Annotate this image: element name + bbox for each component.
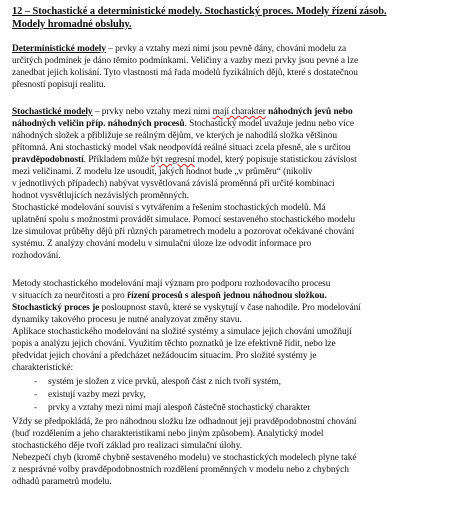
paragraph-line: Stochastické modelování souvisí s vytvářením a řešením stochastických modelů. Má [12,203,326,213]
paragraph-line: náhodných složek a přibližuje se reálným dějům, ve kterých je nahodilá složka většinou [12,131,338,141]
paragraph-line: Stochastický proces je posloupnost stavů, které se vyskytují v čase nahodile. Pro modelování [12,303,361,313]
paragraph-line: přítomná. Ani stochastický model však neodpovídá reálné situaci zcela přesně, ale s určitou [12,143,351,153]
bullet-dash: - [34,403,38,413]
bullet-dash: - [34,390,38,400]
paragraph-line: Vždy se předpokládá, že pro náhodnou složku lze odhadnout její pravděpodobnostní chování [12,417,357,427]
heading-line-1: 12 – Stochastické a deterministické modely. Stochastický proces. Modely řízení zásob. [12,6,387,17]
bullet-dash: - [34,377,38,387]
paragraph-line: lze simulovat průběhy dějů při různých parametrech modelu a pozorovat očekávané chování [12,227,355,237]
paragraph-line: uplatnění spolu s možnostmi provádět simulace. Pomocí sestaveného stochastického modelu [12,215,355,225]
term-deterministic: Deterministické modely [12,44,106,54]
paragraph-line: Nebezpečí chyb (kromě chybně sestaveného modelu) ve stochastických modelech plyne také [12,453,357,463]
paragraph-line: v situacích za neurčitosti a pro řízení procesů s alespoň jednou náhodnou složkou. [12,291,327,301]
paragraph-line: Metody stochastického modelování mají význam pro podporu rozhodovacího procesu [12,279,331,289]
paragraph-line: zanedbat jejich kolísání. Tyto vlastnosti má řada modelů fyzikálních dějů, které s dostatečnou [12,68,358,78]
paragraph-line: Stochastické modely – prvky nebo vztahy mezi nimi mají charakter náhodných jevů nebo [12,107,353,117]
heading-line-2: Modely hromadné obsluhy. [12,19,132,30]
paragraph-line: Aplikace stochastického modelování na složité systémy a simulace jejich chování umožňují [12,327,352,337]
list-item: existují vazby mezi prvky, [48,390,146,400]
paragraph-line: rozhodování. [12,251,61,261]
paragraph-line: přesností popisují realitu. [12,80,106,90]
paragraph-line: Deterministické modely – prvky a vztahy mezi nimi jsou pevně dány, chování modelu za [12,44,347,54]
paragraph-line: předvídat jejich chování a předcházet nežádoucím situacím. Pro složité systémy je [12,351,317,361]
paragraph-line: hodnot vysvětlujících nezávislých proměnných. [12,191,189,201]
paragraph-line: mezi veličinami. Z modelu lze usoudit, jakých hodnot bude „v průměru“ (nikoliv [12,167,313,177]
paragraph-line: systému. Z analýzy chování modelu v simulační úloze lze odvodit informace pro [12,239,312,249]
paragraph-line: popis a analýzu jejich chování. Využitím těchto poznatků je lze efektivně řídit, nebo lze [12,339,336,349]
paragraph-line: (buď rozdělením a jeho charakteristikami nebo jiným způsobem). Analytický model [12,429,324,439]
paragraph-line: charakteristické: [12,363,74,373]
list-item: prvky a vztahy mezi nimi mají alespoň částečně stochastický charakter [48,403,311,413]
paragraph-line: určitých podmínek je dáno těmito podmínkami. Veličiny a vazby mezi prvky jsou pevné a lze [12,56,359,66]
term-stochastic: Stochastické modely [12,107,93,117]
term-stochastic-process: Stochastický proces je [12,303,100,313]
paragraph-line: z nesprávné volby pravděpodobnostních rozdělení proměnných v modelu nebo z chybných [12,465,349,475]
paragraph-line: dynamiky takového procesu je nutné analyzovat změny stavu. [12,315,242,325]
paragraph-line: v jednotlivých případech) nabývat vysvětlovaná závislá proměnná při určité kombinaci [12,179,335,189]
paragraph-line: stochastického děje tvoří základ pro realizaci simulační úlohy. [12,441,243,451]
paragraph-line: pravděpodobností. Příkladem může být regresní model, který popisuje statistickou závislost [12,155,357,165]
paragraph-line: náhodných veličin příp. náhodných procesů. Stochastický model uvažuje jednu nebo více [12,119,354,129]
list-item: systém je složen z více prvků, alespoň část z nich tvoří systém, [48,377,281,387]
paragraph-line: odhadů parametrů modelu. [12,477,112,487]
